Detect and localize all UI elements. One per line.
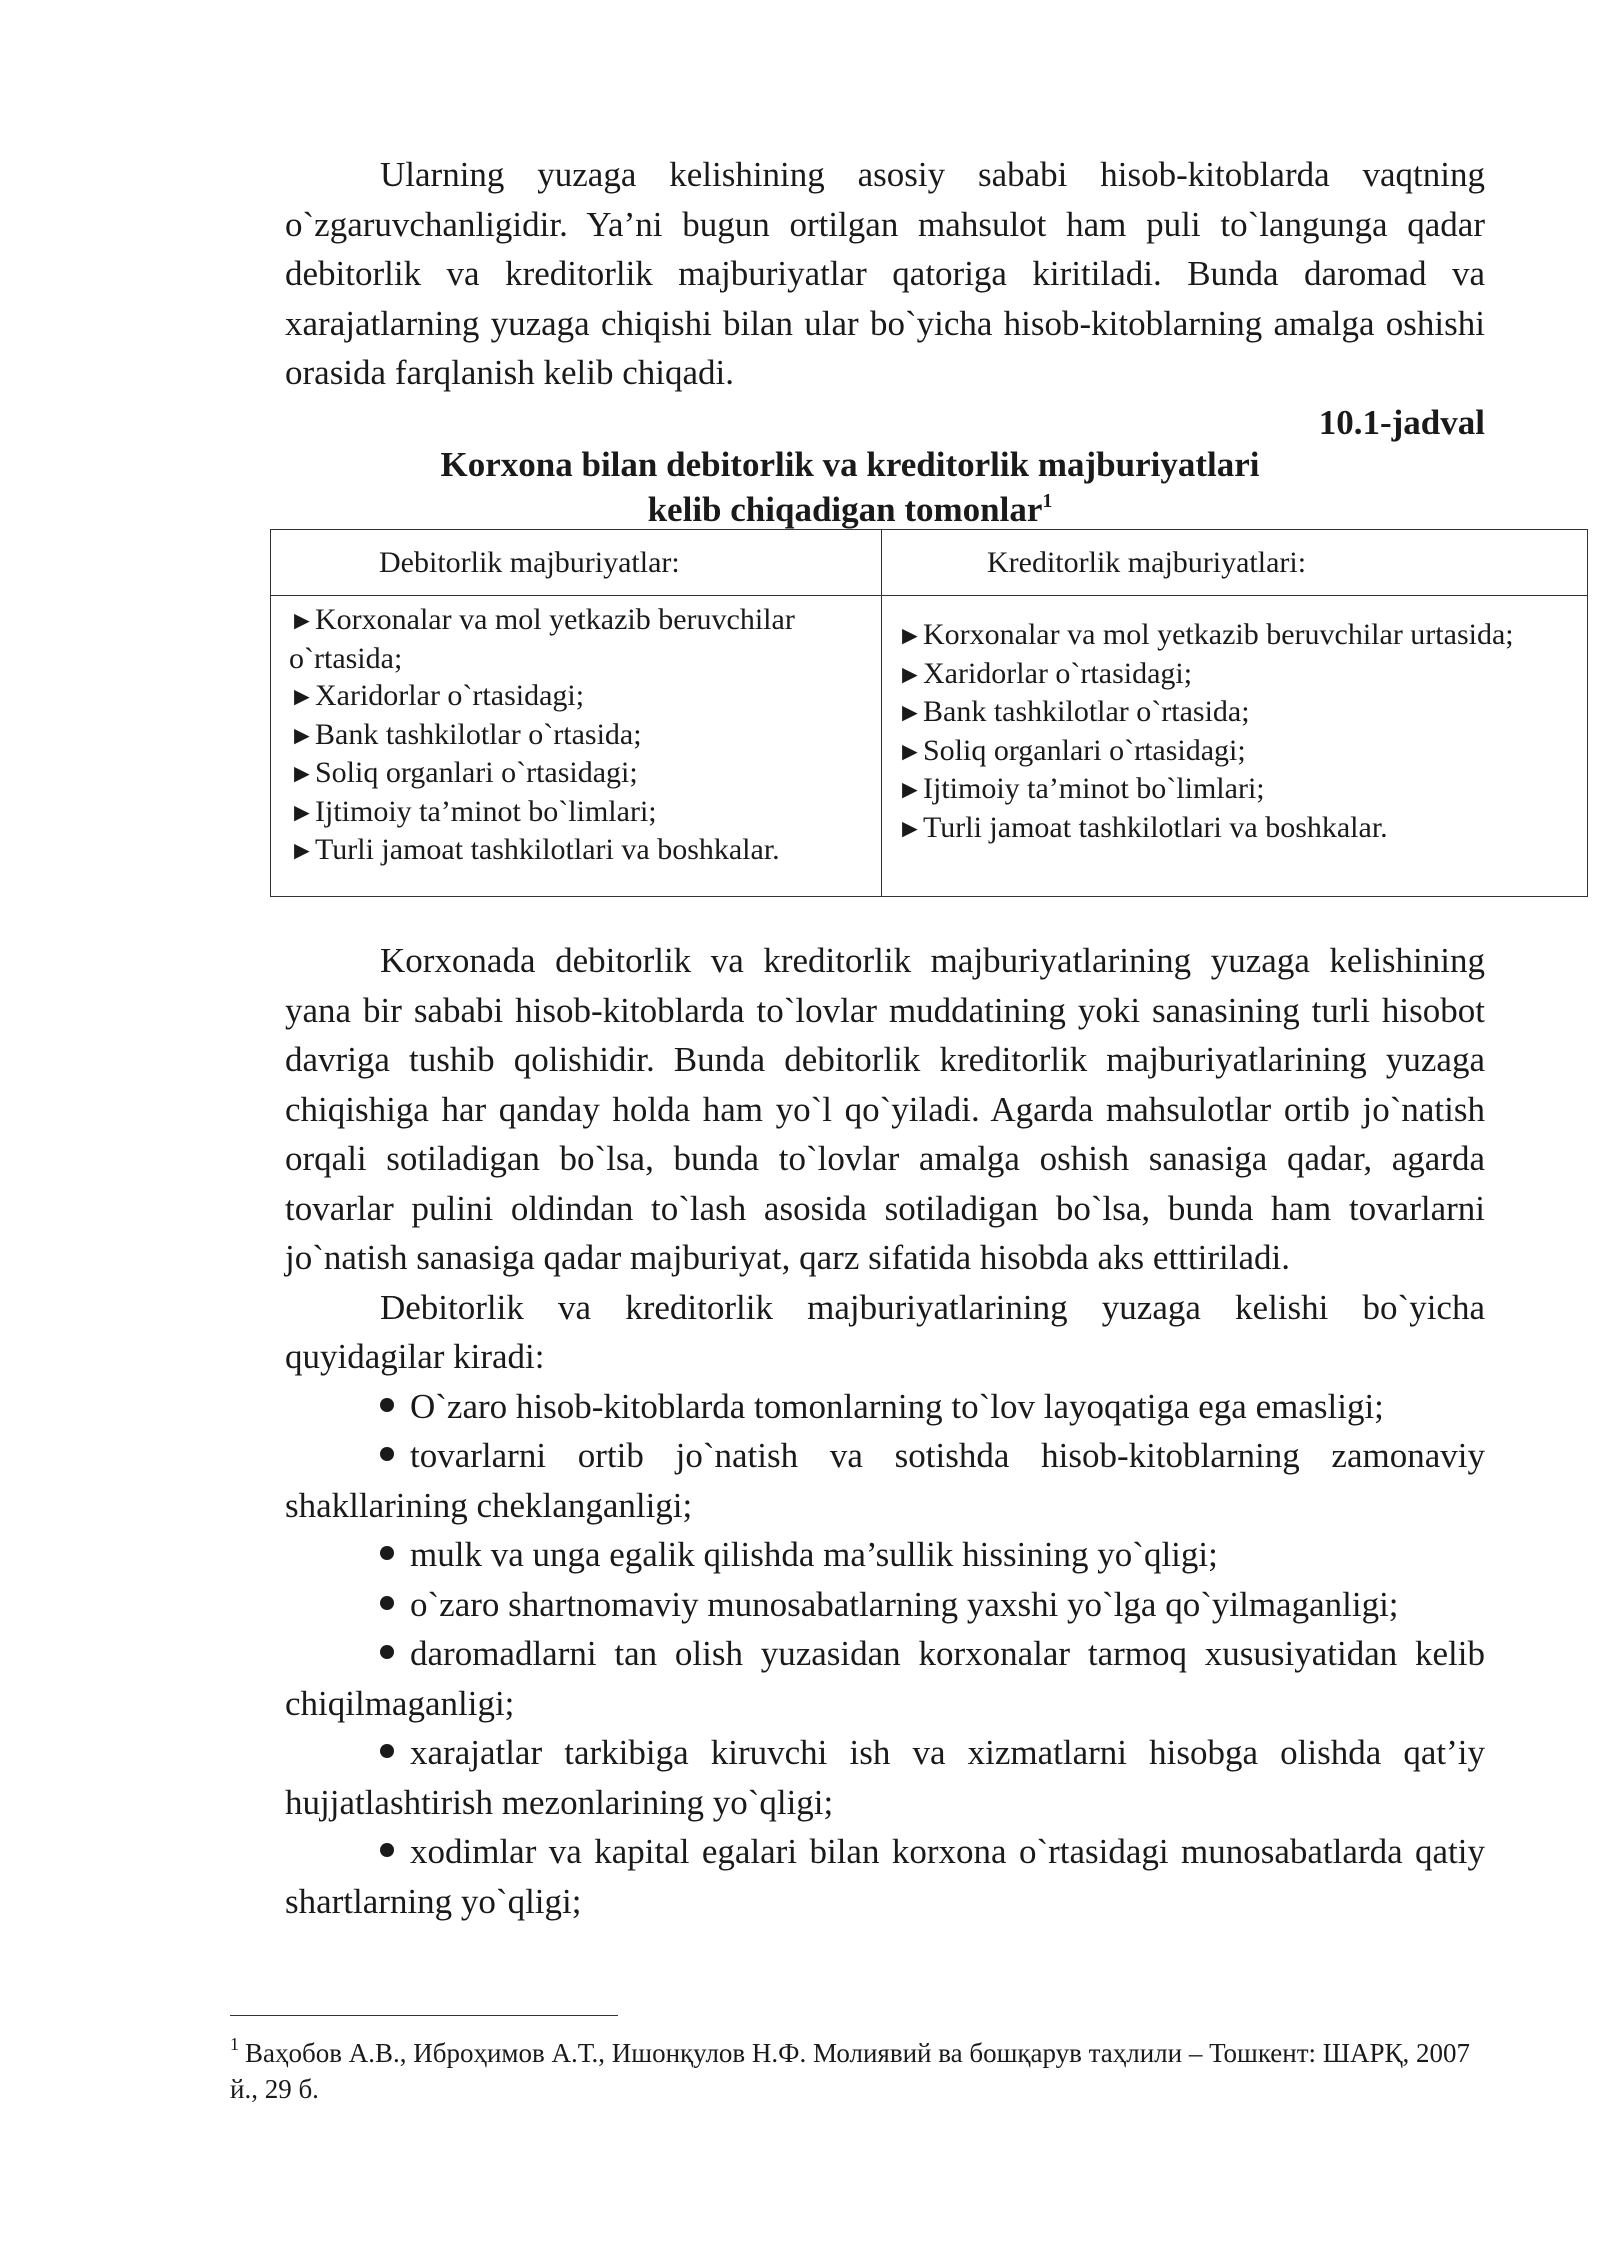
table-title-text: Korxona bilan debitorlik va kreditorlik majburiyatlari kelib chiqadigan tomonlar — [440, 445, 1260, 529]
debitor-cell — [271, 596, 882, 897]
bullet-dot-icon — [380, 1546, 394, 1560]
reason-text: o`zaro shartnomaviy munosabatlarning yaxshi yo`lga qo`yilmaganligi; — [410, 1584, 1399, 1624]
kreditor-header: Kreditorlik majburiyatlari: — [987, 545, 1307, 579]
intro-section — [285, 150, 1485, 398]
reason-text: mulk va unga egalik qilishda ma’sullik hissining yo`qligi; — [410, 1535, 1218, 1574]
pointer-bullet-icon: ► — [897, 698, 923, 727]
debitor-header-cell — [271, 530, 882, 596]
reason-text: tovarlarni ortib jo`natish va sotishda hisob-kitoblarning zamonaviy shakllarining cheklanganligi; — [285, 1436, 1485, 1525]
pointer-bullet-icon: ► — [897, 736, 923, 766]
intro-paragraph: Ularning yuzaga kelishining asosiy sababi hisob-kitoblarda vaqtning o`zgaruvchanligidir. Ya’ni bugun ortilgan mahsulot ham puli to`langunga qadar debitorlik va kreditorlik majburiyatlar qatoriga kiritiladi. Bunda daromad va xarajatlarning yuzaga chiqishi bilan ular bo`yicha hisob-kitoblarning amalga oshishi orasida farqlanish kelib chiqadi. — [285, 155, 1485, 392]
table-list-item — [897, 693, 1575, 732]
table-list-item — [897, 809, 1575, 848]
table-list-text: Korxonalar va mol yetkazib beruvchilar o`rtasida; — [289, 603, 795, 675]
table-list-item — [897, 655, 1575, 694]
table-list-item — [289, 793, 869, 832]
table-list-text: Soliq organlari o`rtasidagi; — [923, 733, 1246, 767]
obligations-table — [270, 529, 1588, 897]
pointer-bullet-icon: ► — [289, 797, 315, 827]
table-list-text: Xaridorlar o`rtasidagi; — [315, 679, 585, 712]
footnote-mark: 1 — [230, 2034, 239, 2054]
reason-item — [285, 1580, 1485, 1630]
reason-text: xarajatlar tarkibiga kiruvchi ish va xizmatlarni hisobga olishda qat’iy hujjatlashtirish mezonlarining yo`qligi; — [285, 1733, 1485, 1822]
bullet-dot-icon — [380, 1744, 394, 1758]
table-list-text: Turli jamoat tashkilotlari va boshkalar. — [923, 810, 1388, 844]
reason-item — [285, 1827, 1485, 1926]
debitor-list — [289, 601, 869, 870]
table-list-text: Xaridorlar o`rtasidagi; — [923, 656, 1193, 690]
table-list-text: Ijtimoiy ta’minot bo`limlari; — [923, 772, 1265, 805]
reasons-list — [285, 1382, 1485, 1927]
footnote-divider — [230, 2015, 618, 2016]
kreditor-header-cell — [882, 530, 1588, 596]
table-list-text: Turli jamoat tashkilotlari va boshkalar. — [315, 833, 780, 866]
reason-item — [285, 1530, 1485, 1580]
table-list-item — [289, 601, 869, 677]
reason-item — [285, 1431, 1485, 1530]
table-number: 10.1-jadval — [1318, 403, 1485, 442]
table-list-item — [289, 677, 869, 716]
reason-item — [285, 1629, 1485, 1728]
reason-item — [285, 1728, 1485, 1827]
bullet-dot-icon — [380, 1596, 394, 1610]
reason-text: daromadlarni tan olish yuzasidan korxonalar tarmoq xususiyatidan kelib chiqilmaganligi; — [285, 1634, 1485, 1723]
bullet-dot-icon — [380, 1843, 394, 1857]
table-list-item — [289, 716, 869, 755]
bullet-dot-icon — [380, 1447, 394, 1461]
reason-text: xodimlar va kapital egalari bilan korxona o`rtasidagi munosabatlarda qatiy shartlarning yo`qligi; — [285, 1832, 1485, 1921]
debitor-header: Debitorlik majburiyatlar: — [379, 545, 680, 579]
reason-item — [285, 1382, 1485, 1432]
pointer-bullet-icon: ► — [897, 775, 923, 804]
table-header-row — [271, 530, 1588, 596]
pointer-bullet-icon: ► — [897, 659, 923, 689]
table-list-item — [289, 754, 869, 793]
pointer-bullet-icon: ► — [289, 682, 315, 711]
footnote-text: Ваҳобов А.В., Иброҳимов А.Т., Ишонқулов Н.Ф. Молиявий ва бошқарув таҳлили – Тошкент: ШАРҚ, 2007 й., 29 б. — [230, 2038, 1471, 2104]
pointer-bullet-icon: ► — [897, 621, 923, 650]
table-list-text: Soliq organlari o`rtasidagi; — [315, 756, 638, 789]
body-paragraph: Debitorlik va kreditorlik majburiyatlarining yuzaga kelishi bo`yicha quyidagilar kiradi: — [285, 1287, 1485, 1376]
footnote — [230, 2035, 1490, 2107]
table-list-text: Bank tashkilotlar o`rtasida; — [315, 717, 642, 751]
bullet-dot-icon — [380, 1645, 394, 1659]
reason-text: O`zaro hisob-kitoblarda tomonlarning to`lov layoqatiga ega emasligi; — [410, 1386, 1384, 1426]
table-list-item — [897, 732, 1575, 771]
kreditor-list — [897, 616, 1575, 847]
table-body-row — [271, 596, 1588, 897]
table-list-text: Korxonalar va mol yetkazib beruvchilar urtasida; — [923, 618, 1514, 651]
table-list-item — [897, 770, 1575, 809]
pointer-bullet-icon: ► — [289, 759, 315, 788]
pointer-bullet-icon: ► — [289, 606, 315, 635]
table-list-item — [897, 616, 1575, 655]
table-list-text: Ijtimoiy ta’minot bo`limlari; — [315, 794, 657, 828]
pointer-bullet-icon: ► — [897, 813, 923, 843]
bullet-dot-icon — [380, 1398, 394, 1412]
pointer-bullet-icon: ► — [289, 836, 315, 865]
kreditor-cell — [882, 596, 1588, 897]
table-title — [420, 442, 1280, 532]
table-title-footnote-mark: 1 — [1042, 490, 1053, 512]
table-list-text: Bank tashkilotlar o`rtasida; — [923, 695, 1250, 728]
table-list-item — [289, 831, 869, 870]
body-paragraph: Korxonada debitorlik va kreditorlik majburiyatlarining yuzaga kelishining yana bir sababi hisob-kitoblarda to`lovlar muddatining yoki sanasining turli hisobot davriga tushib qolishidir. Bunda debitorlik kreditorlik majburiyatlarining yuzaga chiqishiga har qanday holda ham yo`l qo`yiladi. Agarda mahsulotlar ortib jo`natish orqali sotiladigan bo`lsa, bunda to`lovlar amalga oshish sanasiga qadar, agarda tovarlar pulini oldindan to`lash asosida sotiladigan bo`lsa, bunda ham tovarlarni jo`natish sanasiga qadar majburiyat, qarz sifatida hisobda aks etttiriladi. — [285, 941, 1485, 1277]
body-section — [285, 936, 1485, 1926]
pointer-bullet-icon: ► — [289, 720, 315, 750]
